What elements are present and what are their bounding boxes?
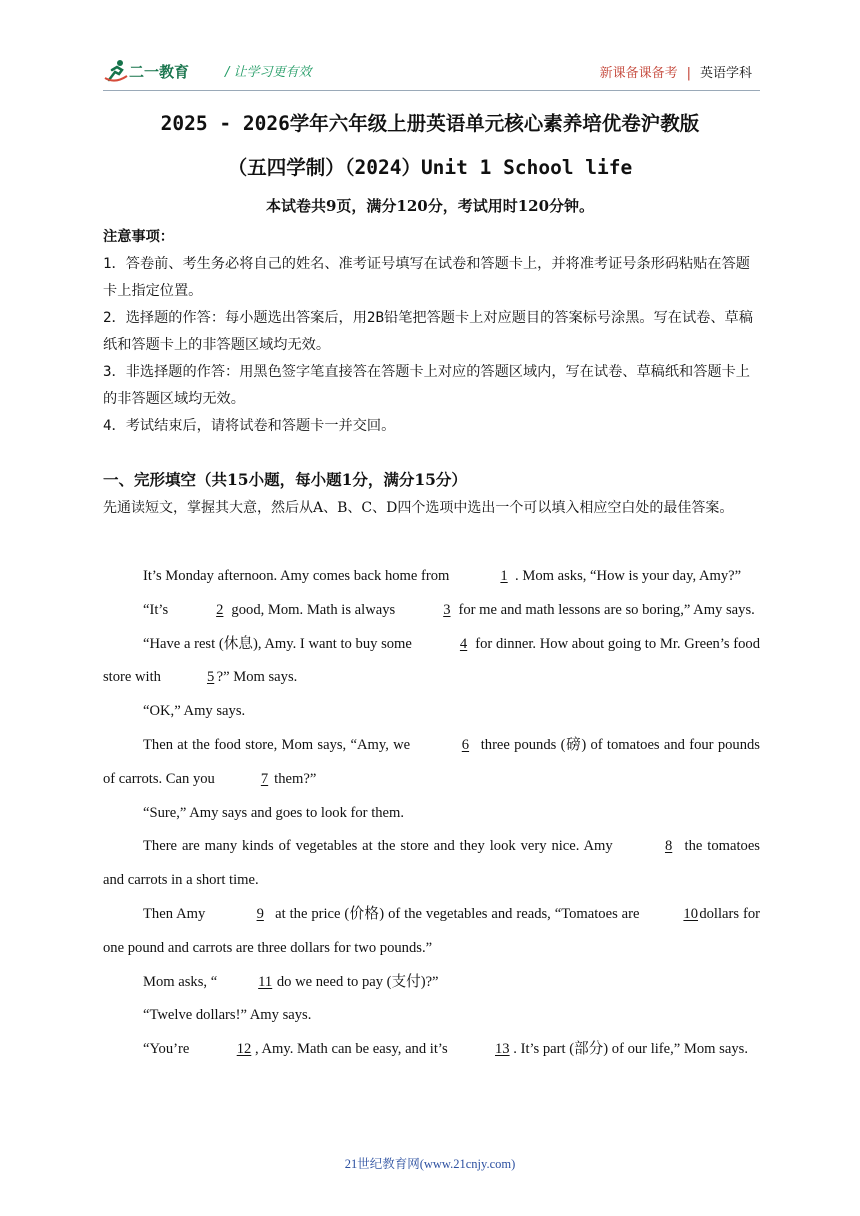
note-item: 2．选择题的作答：每小题选出答案后，用2B铅笔把答题卡上对应题目的答案标号涂黑。写在试卷、草稿纸和答题卡上的非答题区域均无效。 (103, 310, 753, 353)
blank-2: 2 (216, 601, 224, 618)
passage-paragraph: “OK,” Amy says. (143, 703, 246, 720)
runner-logo-icon (103, 58, 129, 84)
exam-info: 本试卷共9页，满分120分，考试用时120分钟。 (265, 197, 595, 215)
section-instruction: 先通读短文，掌握其大意，然后从A、B、C、D四个选项中选出一个可以填入相应空白处的最佳答案。 (103, 500, 734, 516)
blank-7: 7 (260, 770, 269, 787)
page-footer: 21世纪教育网(www.21cnjy.com) (344, 1157, 516, 1171)
passage-paragraph: “Have a rest (休息), Amy. I want to buy some 4 for dinner. How about going to Mr. Green’s food store with 5 ?” Mom says. (103, 628, 760, 696)
blank-8: 8 (664, 838, 673, 855)
note-item: 4．考试结束后，请将试卷和答题卡一并交回。 (103, 418, 396, 434)
passage-paragraph: “Twelve dollars!” Amy says. (143, 1007, 312, 1024)
passage-paragraph: “You’re 12 , Amy. Math can be easy, and it’s 13 . It’s part (部分) of our life,” Mom says. (103, 1033, 760, 1067)
logo (103, 56, 213, 86)
passage-paragraph: Mom asks, “ 11 do we need to pay (支付)?” (103, 966, 760, 1000)
passage-paragraph: It’s Monday afternoon. Amy comes back home from 1 . Mom asks, “How is your day, Amy?” (103, 560, 760, 594)
prep-label: 新课备课备考 (599, 66, 678, 81)
blank-9: 9 (256, 905, 264, 922)
header-right (600, 62, 752, 81)
blank-1: 1 (500, 568, 508, 584)
blank-10: 10 (683, 905, 699, 922)
blank-5: 5 (206, 669, 215, 686)
notes-heading: 注意事项： (103, 229, 174, 245)
blank-4: 4 (459, 635, 468, 652)
subject-label: 英语学科 (699, 66, 752, 81)
passage-paragraph: “It’s 2 good, Mom. Math is always 3 for me and math lessons are so boring,” Amy says. (103, 594, 760, 628)
passage-paragraph: “Sure,” Amy says and goes to look for them. (143, 804, 405, 821)
logo-text: 二一教育 (129, 63, 190, 81)
blank-11: 11 (258, 973, 273, 990)
passage-paragraph: There are many kinds of vegetables at the store and they look very nice. Amy 8 the tomatoes and carrots in a short time. (103, 830, 760, 898)
page-subtitle: （五四学制）（2024）Unit 1 School life (227, 156, 633, 179)
page-header (103, 56, 760, 91)
passage-paragraph: Then Amy 9 at the price (价格) of the vegetables and reads, “Tomatoes are 10 dollars for one pound and carrots are three dollars for two pounds.” (103, 898, 760, 966)
slogan: / 让学习更有效 (225, 65, 312, 80)
passage-paragraph: Then at the food store, Mom says, “Amy, we 6 three pounds (磅) of tomatoes and four pounds of carrots. Can you 7 them?” (103, 729, 760, 797)
section-heading: 一、完形填空（共15小题，每小题1分，满分15分） (103, 470, 467, 489)
passage (103, 560, 760, 1067)
notes (103, 224, 763, 440)
header-separator: | (686, 66, 691, 81)
blank-12: 12 (236, 1041, 252, 1058)
note-item: 1．答卷前、考生务必将自己的姓名、准考证号填写在试卷和答题卡上，并将准考证号条形码粘贴在答题卡上指定位置。 (103, 256, 750, 299)
note-item: 3．非选择题的作答：用黑色签字笔直接答在答题卡上对应的答题区域内，写在试卷、草稿纸和答题卡上的非答题区域均无效。 (103, 364, 750, 407)
blank-13: 13 (495, 1041, 510, 1058)
blank-3: 3 (443, 601, 451, 618)
blank-6: 6 (461, 736, 470, 753)
page-title: 2025 - 2026学年六年级上册英语单元核心素养培优卷沪教版 (160, 112, 700, 135)
